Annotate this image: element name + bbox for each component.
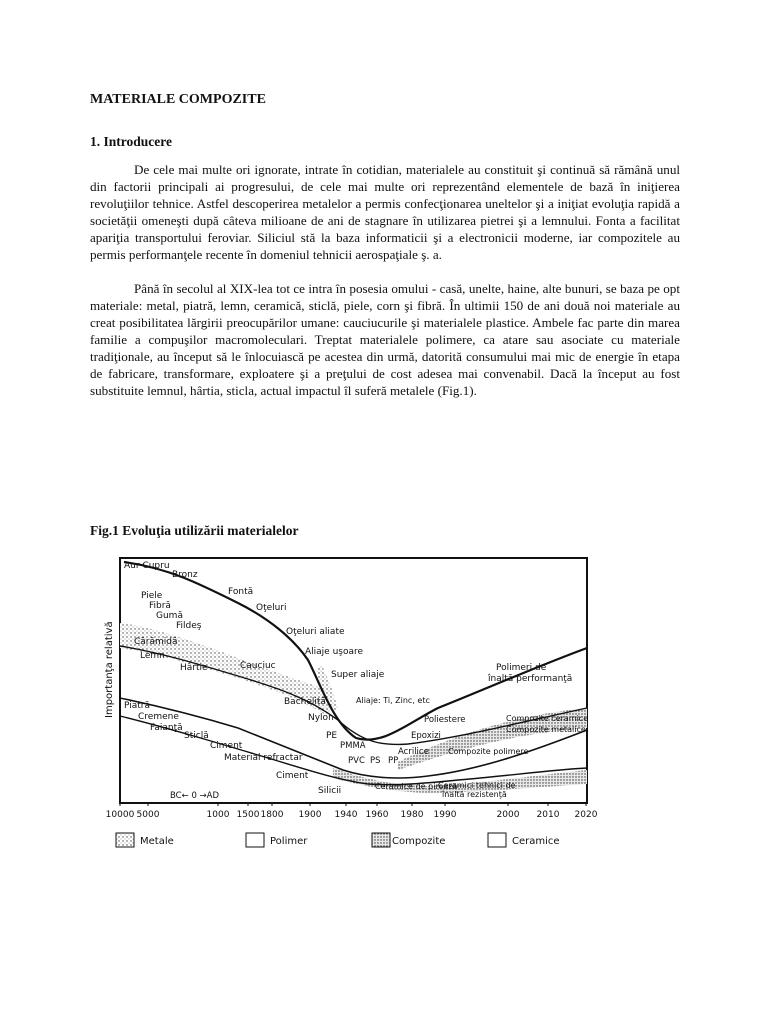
label-pe: PE (326, 731, 338, 741)
label-ps: PS (370, 756, 381, 766)
paragraph-2: Până în secolul al XIX-lea tot ce intra în posesia omului - casă, unelte, haine, alte bunuri, se baza pe opt materiale: metal, piatră, lemn, ceramică, sticlă, piele, corn şi fibră. În ultimii 150 de ani două noi materiale au creat posibilitatea lărgirii preocupărilor umane: cauciucurile şi materialele plastice. Ambele fac parte din marea familie a compuşilor macromoleculari. Treptat materialele polimere, ca atare sau asociate cu materiale tradiţionale, au început să le înlocuiască pe acestea din urmă, datorită consumului mai mic de energie în etapa de fabricare, transformare, exploatere şi a preţului de cost adesea mai convenabil. Dacă la început au fost substituite lemnul, hârtia, sticla, actual impactul îl suferă metalele (Fig.1). (90, 281, 680, 398)
label-piele: Piele (141, 591, 163, 601)
label-cremene: Cremene (138, 712, 179, 722)
label-fonta: Fontă (228, 587, 254, 597)
label-compozite-metalice: Compozite metalice (506, 725, 586, 734)
x-tick-label: 1500 (236, 810, 260, 820)
label-sticla: Sticlă (184, 731, 209, 741)
label-pvc: PVC (348, 756, 365, 766)
materials-evolution-chart (98, 548, 598, 858)
label-fibra: Fibră (149, 601, 171, 611)
label-oteluri-aliate: Oţeluri aliate (286, 627, 345, 637)
label-aur-cupru: Aur Cupru (124, 561, 170, 571)
label-oteluri: Oţeluri (256, 603, 287, 613)
x-tick-label: 1900 (298, 810, 322, 820)
label-ceramici-rezistenta: Ceramici tehnici de înaltă rezistenţă (438, 781, 516, 799)
label-polimeri-performanta: Polimeri de înaltă performanţă (488, 663, 573, 684)
label-piatra: Piatră (124, 701, 150, 711)
label-aliaje-usoare: Aliaje uşoare (305, 647, 364, 657)
label-ceramice-piroaza: Ceramice de piroază (375, 782, 458, 791)
x-tick-label: 2010 (536, 810, 560, 820)
label-compozite-ceramice: Compozite ceramice (506, 714, 589, 723)
legend-swatch-ceramice (488, 833, 506, 847)
legend-label-compozite: Compozite (392, 836, 446, 847)
label-guma: Gumă (156, 611, 183, 621)
label-compozite-polimere: Compozite polimere (448, 747, 529, 756)
label-acrilice: Acrilice (398, 747, 429, 757)
section-heading: 1. Introducere (90, 134, 172, 149)
x-tick-label: 1980 (400, 810, 424, 820)
label-ciment-1: Ciment (210, 741, 243, 751)
x-tick-label: 2000 (496, 810, 520, 820)
x-tick-label: 10000 (105, 810, 135, 820)
label-hartie: Hârtie (180, 663, 208, 673)
label-ciment-2: Ciment (276, 771, 309, 781)
x-tick-label: 5000 (136, 810, 160, 820)
document-title: MATERIALE COMPOZITE (90, 92, 266, 107)
label-cauciuc: Cauciuc (240, 661, 276, 671)
x-tick-label: 1000 (206, 810, 230, 820)
x-tick-label: 1800 (260, 810, 284, 820)
x-tick-label: 1960 (365, 810, 389, 820)
legend-label-polimer: Polimer (270, 836, 308, 847)
label-epoxizi: Epoxizi (411, 731, 441, 741)
label-aliaje-ti: Aliaje: Ti, Zinc, etc (356, 696, 430, 705)
x-tick-label: 2020 (574, 810, 598, 820)
legend (116, 833, 560, 847)
figure-materials-evolution (98, 548, 598, 858)
legend-swatch-compozite (372, 833, 390, 847)
label-pp: PP (388, 756, 399, 766)
paragraph-1: De cele mai multe ori ignorate, intrate în cotidian, materialele au constituit şi continuă să rămână unul din factorii principali ai progresului, de cele mai multe ori reprezentând elementele de bază în iniţierea revoluţiilor tehnice. Astfel descoperirea metalelor a permis confecţionarea uneltelor şi a iniţiat evoluţia rapidă a societăţii omeneşti după câteva milioane de ani de stagnare în utilizarea pietrei şi a lemnului. Fonta a facilitat apariţia transportului feroviar. Siliciul stă la baza informaticii şi a electronicii moderne, iar compozitele au permis performanţele recente în domeniul tehnicii aerospaţiale ş. a. (90, 162, 680, 262)
label-pmma: PMMA (340, 741, 366, 751)
legend-swatch-polimer (246, 833, 264, 847)
label-faianta: Faianţă (150, 723, 183, 733)
label-poliestere: Poliestere (424, 715, 466, 725)
label-bachelita: Bachelită (284, 697, 326, 707)
era-marker: BC← 0 →AD (170, 791, 220, 801)
label-lemn: Lemn (140, 651, 165, 661)
legend-swatch-metale (116, 833, 134, 847)
label-super-aliaje: Super aliaje (331, 670, 385, 680)
label-silicii: Silicii (318, 786, 342, 796)
x-tick-label: 1940 (334, 810, 358, 820)
legend-label-ceramice: Ceramice (512, 836, 560, 847)
label-caramida: Cărămidă (134, 637, 178, 647)
label-fildes: Fildeş (176, 621, 202, 631)
figure-caption: Fig.1 Evoluţia utilizării materialelor (90, 523, 299, 538)
y-axis-label: Importanţa relativă (104, 621, 115, 718)
label-bronz: Bronz (172, 570, 198, 580)
label-material-refractar: Material refractar (224, 753, 303, 763)
legend-label-metale: Metale (140, 836, 174, 847)
x-axis-ticks (106, 803, 598, 820)
x-tick-label: 1990 (433, 810, 457, 820)
label-nylon: Nylon (308, 713, 334, 723)
